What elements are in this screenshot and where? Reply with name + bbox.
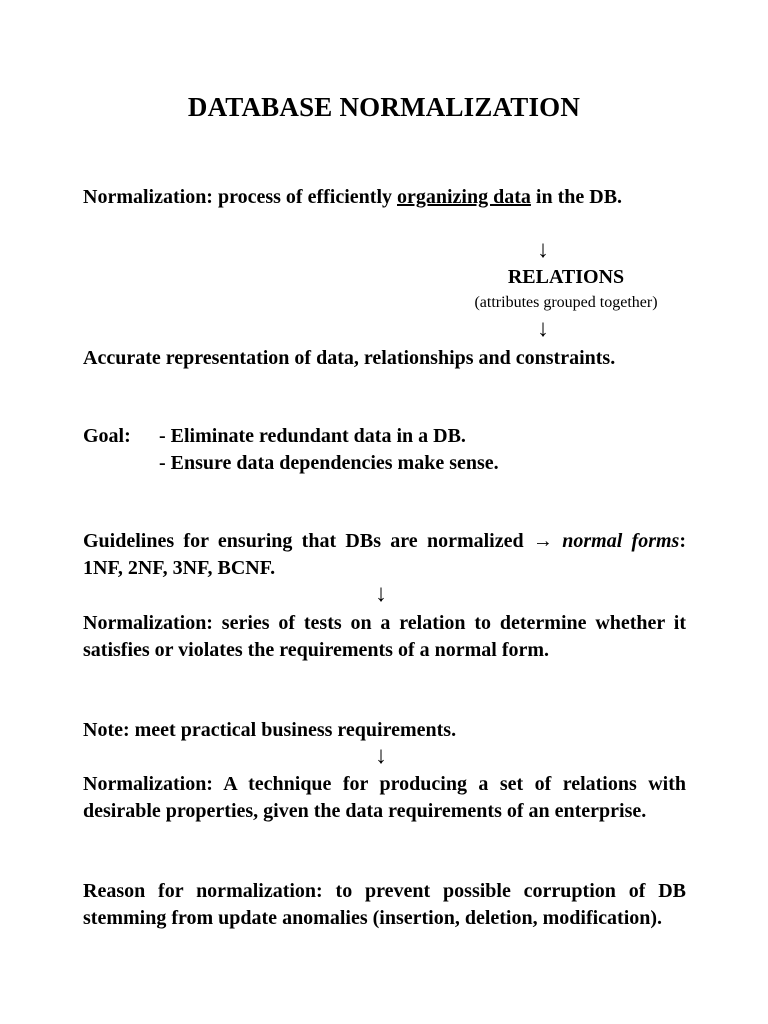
intro-paragraph <box>83 184 686 211</box>
goal-item: - Eliminate redundant data in a DB. <box>159 425 466 447</box>
intro-text-after: in the DB. <box>530 186 623 208</box>
down-arrow-icon: ↓ <box>537 237 549 263</box>
goal-item: - Ensure data dependencies make sense. <box>159 452 499 474</box>
down-arrow-icon: ↓ <box>375 581 387 607</box>
down-arrow-icon: ↓ <box>537 316 549 342</box>
accurate-paragraph: Accurate representation of data, relationships and constraints. <box>83 347 616 369</box>
guidelines-paragraph <box>83 528 686 581</box>
tests-paragraph: Normalization: series of tests on a relation to determine whether it satisfies or violates the requirements of a normal form. <box>83 612 686 661</box>
right-arrow-icon: → <box>532 530 553 552</box>
guidelines-italic-text: normal forms <box>562 530 680 552</box>
page-title: DATABASE NORMALIZATION <box>187 92 581 122</box>
intro-underlined-text: organizing data <box>397 186 531 208</box>
reason-paragraph: Reason for normalization: to prevent possible corruption of DB stemming from update anomalies (insertion, deletion, modification). <box>83 880 686 929</box>
guidelines-text-after: : 1NF, 2NF, 3NF, BCNF. <box>83 530 687 579</box>
goal-label: Goal: <box>83 425 131 447</box>
technique-paragraph: Normalization: A technique for producing a set of relations with desirable properties, given the data requirements of an enterprise. <box>83 773 686 822</box>
intro-text-before: Normalization: process of efficiently <box>83 186 397 208</box>
relations-subtitle: (attributes grouped together) <box>474 294 658 311</box>
down-arrow-icon: ↓ <box>375 743 387 769</box>
guidelines-text-before: Guidelines for ensuring that DBs are normalized <box>83 530 533 552</box>
relations-label: RELATIONS <box>507 266 625 288</box>
note-paragraph: Note: meet practical business requirements. <box>83 719 457 741</box>
